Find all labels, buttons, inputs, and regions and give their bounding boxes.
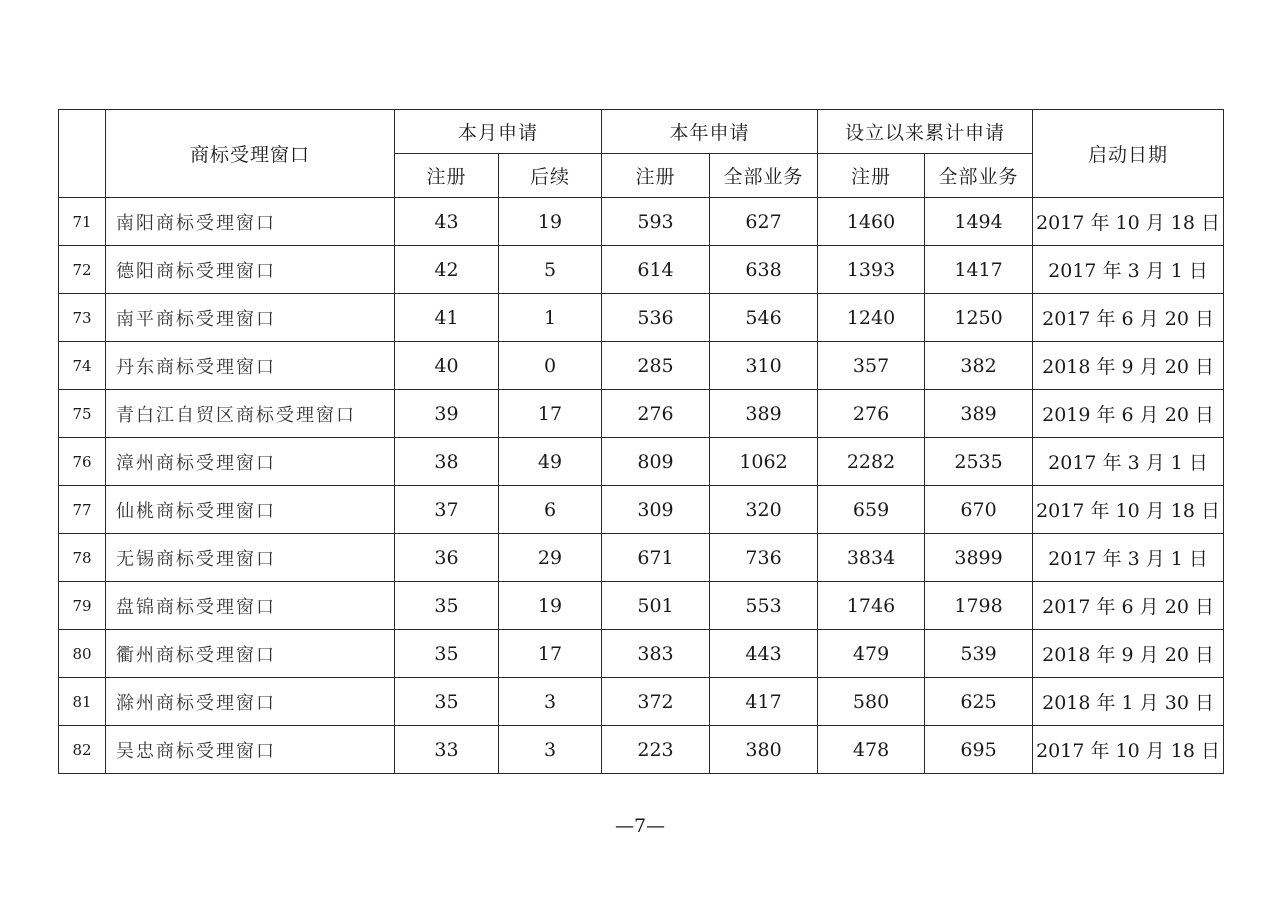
row-month-follow: 5 xyxy=(499,246,602,294)
row-start-date: 2017 年 3 月 1 日 xyxy=(1033,534,1224,582)
row-index: 82 xyxy=(59,726,106,774)
row-index: 79 xyxy=(59,582,106,630)
row-total-reg: 1240 xyxy=(818,294,925,342)
header-window-name: 商标受理窗口 xyxy=(106,110,395,198)
table-row xyxy=(59,534,1224,582)
row-window-name: 无锡商标受理窗口 xyxy=(106,534,395,582)
header-month-follow: 后续 xyxy=(499,154,602,198)
table-row xyxy=(59,726,1224,774)
table-row xyxy=(59,390,1224,438)
row-month-follow: 6 xyxy=(499,486,602,534)
header-total-reg: 注册 xyxy=(818,154,925,198)
table-row xyxy=(59,582,1224,630)
table-row xyxy=(59,246,1224,294)
row-window-name: 吴忠商标受理窗口 xyxy=(106,726,395,774)
row-start-date: 2017 年 6 月 20 日 xyxy=(1033,294,1224,342)
row-month-reg: 38 xyxy=(395,438,499,486)
trademark-window-table xyxy=(58,109,1224,774)
header-year-reg: 注册 xyxy=(602,154,710,198)
row-month-follow: 1 xyxy=(499,294,602,342)
row-start-date: 2017 年 10 月 18 日 xyxy=(1033,486,1224,534)
row-index: 81 xyxy=(59,678,106,726)
row-year-all: 417 xyxy=(710,678,818,726)
table-row xyxy=(59,294,1224,342)
row-year-all: 736 xyxy=(710,534,818,582)
row-year-all: 627 xyxy=(710,198,818,246)
row-year-all: 389 xyxy=(710,390,818,438)
row-window-name: 盘锦商标受理窗口 xyxy=(106,582,395,630)
row-window-name: 南阳商标受理窗口 xyxy=(106,198,395,246)
row-total-reg: 1746 xyxy=(818,582,925,630)
row-month-reg: 43 xyxy=(395,198,499,246)
row-year-reg: 671 xyxy=(602,534,710,582)
row-month-reg: 41 xyxy=(395,294,499,342)
row-total-all: 539 xyxy=(925,630,1033,678)
row-month-follow: 19 xyxy=(499,198,602,246)
row-year-reg: 285 xyxy=(602,342,710,390)
row-total-reg: 1393 xyxy=(818,246,925,294)
row-total-all: 1417 xyxy=(925,246,1033,294)
row-total-all: 389 xyxy=(925,390,1033,438)
header-year-group: 本年申请 xyxy=(602,110,818,154)
row-start-date: 2017 年 3 月 1 日 xyxy=(1033,246,1224,294)
header-month-reg: 注册 xyxy=(395,154,499,198)
row-total-reg: 478 xyxy=(818,726,925,774)
row-month-reg: 35 xyxy=(395,582,499,630)
row-index: 73 xyxy=(59,294,106,342)
row-month-reg: 39 xyxy=(395,390,499,438)
row-total-reg: 3834 xyxy=(818,534,925,582)
row-month-follow: 17 xyxy=(499,390,602,438)
row-window-name: 丹东商标受理窗口 xyxy=(106,342,395,390)
row-year-reg: 501 xyxy=(602,582,710,630)
row-year-all: 546 xyxy=(710,294,818,342)
row-window-name: 南平商标受理窗口 xyxy=(106,294,395,342)
page-number: —7— xyxy=(614,815,666,837)
row-year-all: 638 xyxy=(710,246,818,294)
row-total-reg: 276 xyxy=(818,390,925,438)
row-start-date: 2017 年 3 月 1 日 xyxy=(1033,438,1224,486)
row-start-date: 2019 年 6 月 20 日 xyxy=(1033,390,1224,438)
row-start-date: 2018 年 1 月 30 日 xyxy=(1033,678,1224,726)
row-window-name: 滁州商标受理窗口 xyxy=(106,678,395,726)
row-year-reg: 309 xyxy=(602,486,710,534)
row-year-all: 380 xyxy=(710,726,818,774)
row-total-reg: 580 xyxy=(818,678,925,726)
row-window-name: 青白江自贸区商标受理窗口 xyxy=(106,390,395,438)
table-row xyxy=(59,630,1224,678)
table-header xyxy=(59,110,1224,198)
row-window-name: 德阳商标受理窗口 xyxy=(106,246,395,294)
row-window-name: 仙桃商标受理窗口 xyxy=(106,486,395,534)
row-total-all: 695 xyxy=(925,726,1033,774)
row-index: 78 xyxy=(59,534,106,582)
row-year-reg: 223 xyxy=(602,726,710,774)
row-total-all: 1250 xyxy=(925,294,1033,342)
row-total-all: 382 xyxy=(925,342,1033,390)
row-total-all: 625 xyxy=(925,678,1033,726)
row-total-reg: 2282 xyxy=(818,438,925,486)
row-month-follow: 3 xyxy=(499,726,602,774)
row-total-all: 3899 xyxy=(925,534,1033,582)
row-total-reg: 1460 xyxy=(818,198,925,246)
row-month-reg: 37 xyxy=(395,486,499,534)
row-month-reg: 36 xyxy=(395,534,499,582)
table-row xyxy=(59,678,1224,726)
row-index: 76 xyxy=(59,438,106,486)
row-month-follow: 49 xyxy=(499,438,602,486)
row-start-date: 2017 年 10 月 18 日 xyxy=(1033,198,1224,246)
row-start-date: 2018 年 9 月 20 日 xyxy=(1033,342,1224,390)
row-year-reg: 372 xyxy=(602,678,710,726)
row-start-date: 2017 年 10 月 18 日 xyxy=(1033,726,1224,774)
row-window-name: 衢州商标受理窗口 xyxy=(106,630,395,678)
row-total-reg: 479 xyxy=(818,630,925,678)
table-row xyxy=(59,438,1224,486)
header-year-all: 全部业务 xyxy=(710,154,818,198)
row-year-all: 553 xyxy=(710,582,818,630)
row-total-all: 670 xyxy=(925,486,1033,534)
row-year-all: 320 xyxy=(710,486,818,534)
row-month-reg: 33 xyxy=(395,726,499,774)
row-index: 77 xyxy=(59,486,106,534)
row-index: 72 xyxy=(59,246,106,294)
header-month-group: 本月申请 xyxy=(395,110,602,154)
row-total-all: 1494 xyxy=(925,198,1033,246)
row-total-reg: 357 xyxy=(818,342,925,390)
row-year-all: 1062 xyxy=(710,438,818,486)
row-index: 80 xyxy=(59,630,106,678)
row-total-reg: 659 xyxy=(818,486,925,534)
table-body xyxy=(59,198,1224,774)
row-total-all: 2535 xyxy=(925,438,1033,486)
row-month-follow: 17 xyxy=(499,630,602,678)
row-month-reg: 40 xyxy=(395,342,499,390)
row-index: 71 xyxy=(59,198,106,246)
header-total-all: 全部业务 xyxy=(925,154,1033,198)
table-row xyxy=(59,198,1224,246)
table-row xyxy=(59,342,1224,390)
row-start-date: 2018 年 9 月 20 日 xyxy=(1033,630,1224,678)
row-year-reg: 536 xyxy=(602,294,710,342)
row-index: 75 xyxy=(59,390,106,438)
row-month-reg: 42 xyxy=(395,246,499,294)
row-year-reg: 593 xyxy=(602,198,710,246)
row-index: 74 xyxy=(59,342,106,390)
row-start-date: 2017 年 6 月 20 日 xyxy=(1033,582,1224,630)
row-window-name: 漳州商标受理窗口 xyxy=(106,438,395,486)
row-year-reg: 383 xyxy=(602,630,710,678)
row-year-reg: 809 xyxy=(602,438,710,486)
row-month-follow: 3 xyxy=(499,678,602,726)
row-year-reg: 614 xyxy=(602,246,710,294)
header-index xyxy=(59,110,106,198)
row-month-follow: 19 xyxy=(499,582,602,630)
row-month-reg: 35 xyxy=(395,630,499,678)
row-month-follow: 0 xyxy=(499,342,602,390)
header-total-group: 设立以来累计申请 xyxy=(818,110,1033,154)
header-start-date: 启动日期 xyxy=(1033,110,1224,198)
table-row xyxy=(59,486,1224,534)
row-year-all: 443 xyxy=(710,630,818,678)
row-year-all: 310 xyxy=(710,342,818,390)
row-month-follow: 29 xyxy=(499,534,602,582)
row-year-reg: 276 xyxy=(602,390,710,438)
row-total-all: 1798 xyxy=(925,582,1033,630)
row-month-reg: 35 xyxy=(395,678,499,726)
